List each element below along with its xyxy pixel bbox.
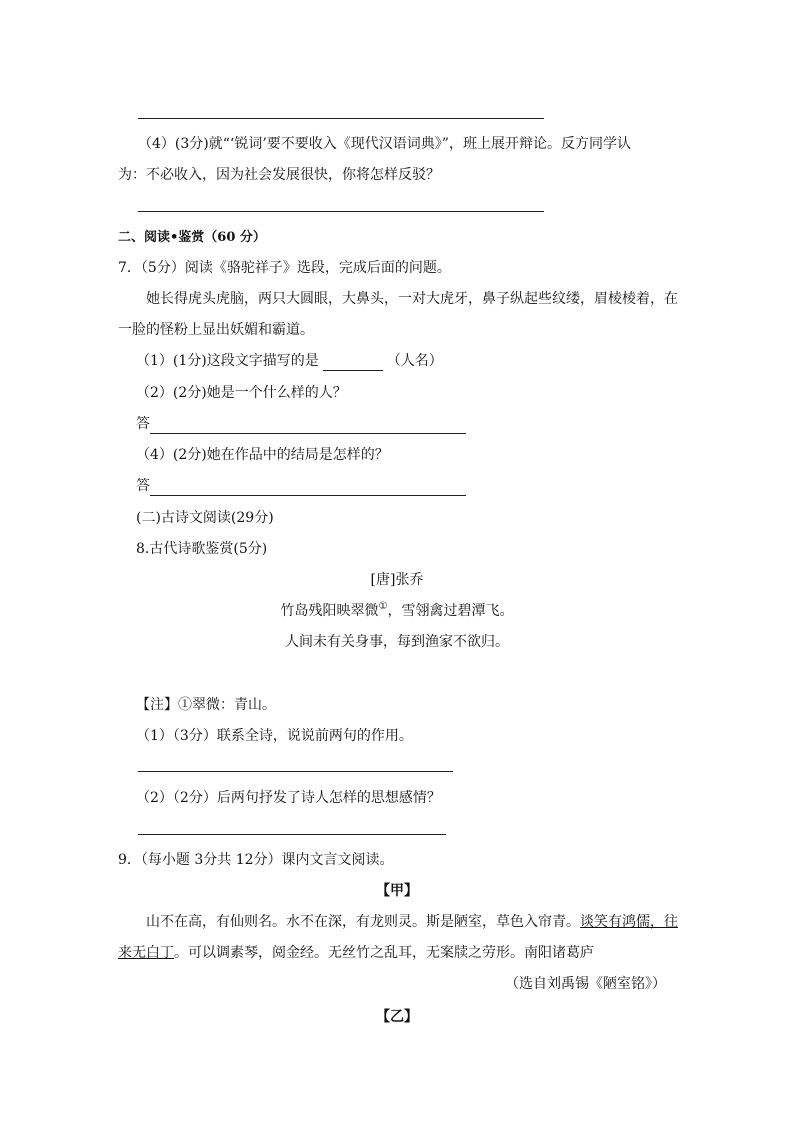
poem-author: [唐]张乔 bbox=[370, 572, 424, 588]
q9-intro: 9．（每小题 3分共 12分）课内文言文阅读。 bbox=[118, 852, 394, 868]
q8-sub2: （2）（2分）后两句抒发了诗人怎样的思想感情？ bbox=[136, 790, 441, 806]
passage-jia-line2 bbox=[118, 943, 594, 963]
answer-line[interactable] bbox=[138, 771, 453, 772]
answer-line[interactable] bbox=[150, 417, 466, 434]
q7-sub1-text: （1）(1分)这段文字描写的是 bbox=[136, 353, 319, 369]
answer-label: 答 bbox=[136, 478, 150, 494]
q7-passage-line2: 一脸的怪粉上显出妖媚和霸道。 bbox=[118, 322, 314, 338]
answer-line[interactable] bbox=[150, 479, 466, 496]
q7-intro: 7．（5分）阅读《骆驼祥子》选段，完成后面的问题。 bbox=[118, 260, 451, 276]
q7-sub4: （4）(2分)她在作品中的结局是怎样的？ bbox=[136, 447, 389, 463]
passage-text: 山不在高，有仙则名。水不在深，有龙则灵。斯是陋室，草色入帘青。 bbox=[146, 914, 580, 930]
poem-line1-b: ，雪翎禽过碧潭飞。 bbox=[387, 603, 514, 619]
answer-line[interactable] bbox=[138, 834, 446, 835]
section-title: 二、阅读•鉴赏（60 分） bbox=[118, 230, 266, 245]
underlined-text: 来无白丁 bbox=[118, 945, 174, 961]
q7-sub2: （2）(2分)她是一个什么样的人？ bbox=[136, 385, 347, 401]
q8-intro: 8.古代诗歌鉴赏(5分) bbox=[136, 541, 268, 557]
answer-line bbox=[138, 118, 544, 119]
passage-yi-label: 【乙】 bbox=[376, 1009, 418, 1025]
passage-text: 。可以调素琴，阅金经。无丝竹之乱耳，无案牍之劳形。南阳诸葛庐 bbox=[174, 945, 594, 961]
passage-source: （选自刘禹锡《陋室铭》） bbox=[505, 976, 666, 992]
q4-line2: 为：不必收入，因为社会发展很快，你将怎样反驳？ bbox=[118, 167, 440, 183]
poem-line1 bbox=[0, 601, 794, 621]
fill-blank[interactable] bbox=[323, 356, 383, 371]
passage-jia-label: 【甲】 bbox=[376, 883, 418, 899]
passage-jia-line1 bbox=[146, 912, 678, 932]
underlined-text: 谈笑有鸿儒，往 bbox=[580, 914, 678, 930]
answer-label: 答 bbox=[136, 416, 150, 432]
q7-sub1-suffix: （人名） bbox=[386, 353, 443, 369]
q7-answer-4 bbox=[136, 476, 466, 496]
q7-answer-2 bbox=[136, 414, 466, 434]
poem-line1-a: 竹岛残阳映翠微 bbox=[280, 603, 379, 619]
answer-line bbox=[138, 211, 544, 212]
q7-passage-line1: 她长得虎头虎脑，两只大圆眼，大鼻头，一对大虎牙，鼻子纵起些纹缕，眉棱棱着，在 bbox=[146, 291, 678, 307]
q4-line1: （4）(3分)就“‘锐词’要不要收入《现代汉语词典》”，班上展开辩论。反方同学认 bbox=[138, 136, 631, 152]
q8-sub1: （1）（3分）联系全诗，说说前两句的作用。 bbox=[136, 728, 413, 744]
poem-note: 【注】①翠微：青山。 bbox=[136, 697, 276, 713]
q7-sub1 bbox=[136, 351, 443, 371]
footnote-marker: ① bbox=[378, 601, 388, 613]
part-title: (二)古诗文阅读(29分) bbox=[136, 510, 274, 526]
poem-line2: 人间未有关身事，每到渔家不欲归。 bbox=[285, 634, 509, 650]
